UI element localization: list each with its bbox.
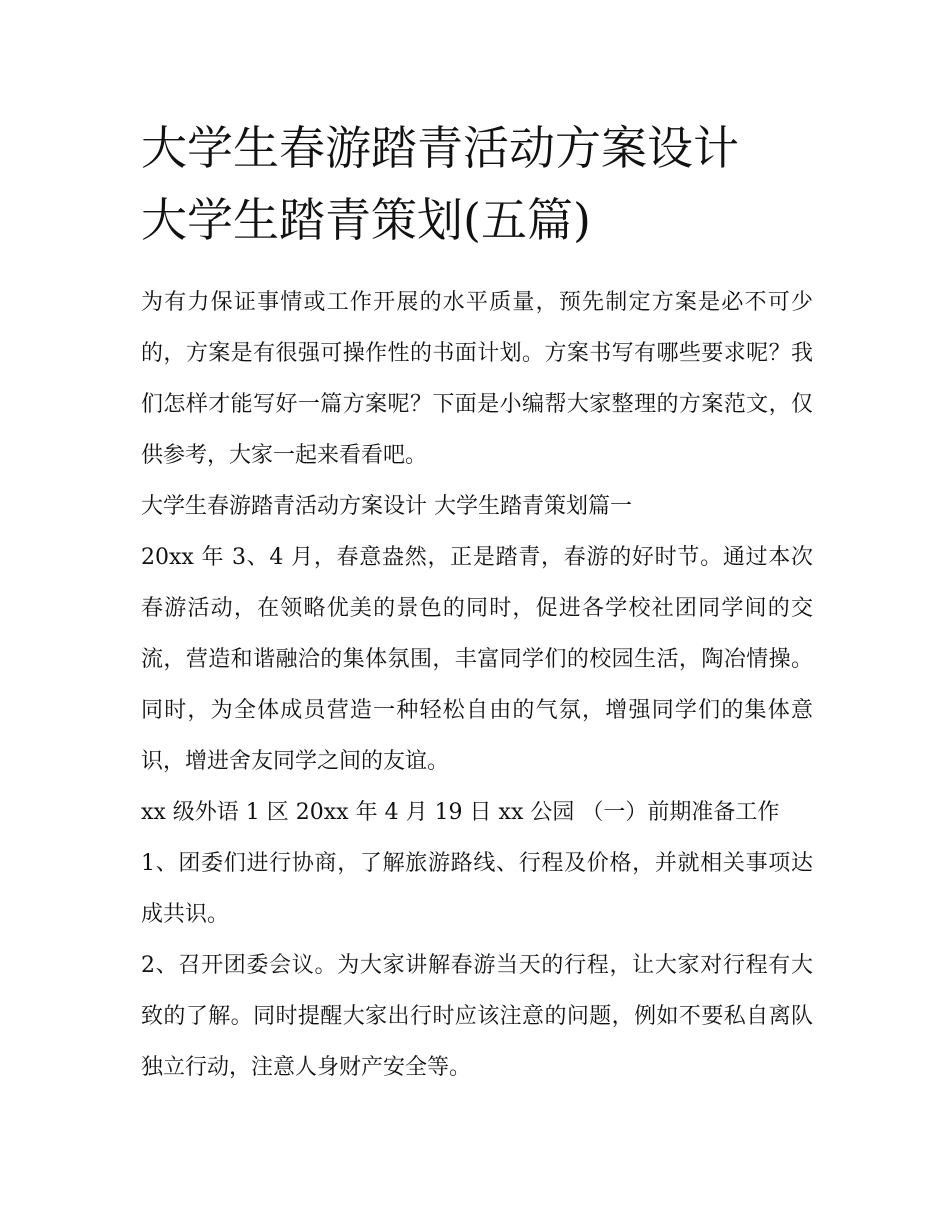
section-heading: 大学生春游踏青活动方案设计 大学生踏青策划篇一 [141, 494, 632, 519]
title-line-1: 大学生春游踏青活动方案设计 [141, 121, 739, 175]
document-title [141, 112, 821, 256]
list-item-1: 1、团委们进行协商，了解旅游路线、行程及价格，并就相关事项达成共识。 [141, 851, 813, 927]
intro-paragraph: 为有力保证事情或工作开展的水平质量，预先制定方案是必不可少的，方案是有很强可操作性的书面计划。方案书写有哪些要求呢？我们怎样才能写好一篇方案呢？下面是小编帮大家整理的方案范文，仅供参考，大家一起来看看吧。 [141, 290, 813, 468]
purpose-paragraph: 20xx 年 3、4 月，春意盎然，正是踏青，春游的好时节。通过本次春游活动，在领略优美的景色的同时，促进各学校社团同学间的交流，营造和谐融洽的集体氛围，丰富同学们的校园生活，陶冶情操。同时，为全体成员营造一种轻松自由的气氛，增强同学们的集体意识，增进舍友同学之间的友谊。 [141, 545, 813, 774]
title-line-2: 大学生踏青策划(五篇) [141, 193, 591, 247]
list-item-2: 2、召开团委会议。为大家讲解春游当天的行程，让大家对行程有大致的了解。同时提醒大家出行时应该注意的问题，例如不要私自离队独立行动，注意人身财产安全等。 [141, 953, 813, 1080]
event-info-line: xx 级外语 1 区 20xx 年 4 月 19 日 xx 公园 （一）前期准备工作 [141, 800, 780, 825]
document-body [141, 277, 813, 1093]
